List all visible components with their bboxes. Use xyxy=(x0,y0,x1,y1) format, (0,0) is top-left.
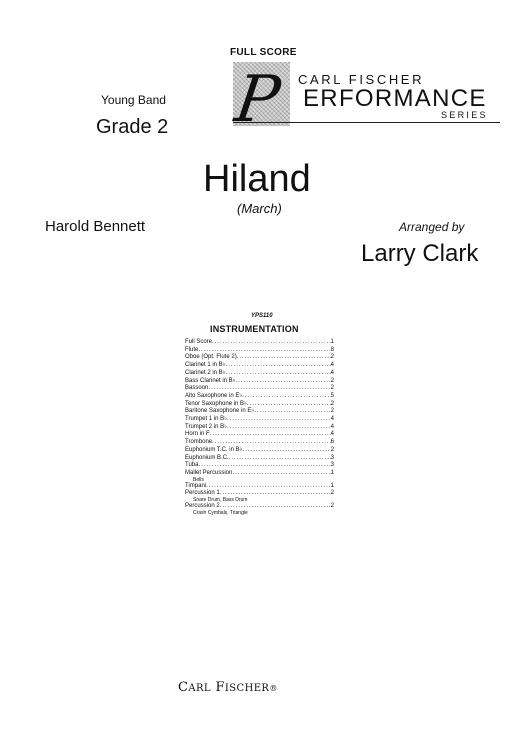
instrument-item xyxy=(185,370,334,378)
instrument-name: Baritone Saxophone in E♭ xyxy=(185,408,255,415)
instrument-row xyxy=(185,455,334,463)
instrument-count: 1 xyxy=(330,339,334,345)
instrument-name: Horn in F xyxy=(185,431,210,438)
instrument-name: Alto Saxophone in E♭ xyxy=(185,392,243,399)
instrument-row xyxy=(185,370,334,378)
instrument-count: 2 xyxy=(330,377,334,384)
instrument-note: Bells xyxy=(193,476,204,483)
instrument-name: Clarinet 1 in B♭ xyxy=(185,362,226,369)
registered-mark: ® xyxy=(269,684,278,693)
publisher-arl: ARL xyxy=(188,683,211,694)
instrument-item xyxy=(185,470,334,483)
instrument-item xyxy=(185,339,334,347)
instrument-name: Tuba xyxy=(185,462,199,469)
instrument-item xyxy=(185,393,334,401)
instrument-row xyxy=(185,431,334,439)
instrument-name: Full Score xyxy=(185,339,213,345)
dot-leader xyxy=(242,447,330,455)
publisher-f: F xyxy=(215,680,225,695)
instrument-name: Euphonium B.C. xyxy=(185,454,229,461)
dot-leader xyxy=(198,462,330,470)
dot-leader xyxy=(237,354,331,362)
instrument-count: 1 xyxy=(330,482,334,489)
instrument-row xyxy=(185,339,334,347)
composer-name: Harold Bennett xyxy=(45,218,146,235)
piece-title: Hiland xyxy=(203,158,311,200)
instrument-item xyxy=(185,378,334,386)
instrument-name: Mallet Percussion xyxy=(185,469,233,476)
instrument-count: 4 xyxy=(330,431,334,438)
instrument-item xyxy=(185,490,334,503)
instrument-name: Trumpet 1 in B♭ xyxy=(185,416,227,423)
dot-leader xyxy=(227,416,331,424)
instrument-name: Trumpet 2 in B♭ xyxy=(185,423,227,430)
grade-level: Grade 2 xyxy=(96,116,169,138)
instrument-count: 5 xyxy=(330,392,334,399)
dot-leader xyxy=(236,378,331,386)
instrument-name: Oboe (Opt. Flute 2) xyxy=(185,354,237,361)
instrument-name: Trombone xyxy=(185,439,213,446)
instrument-name: Euphonium T.C. in B♭ xyxy=(185,446,243,453)
dot-leader xyxy=(212,439,331,447)
logo-series: SERIES xyxy=(441,110,488,120)
dot-leader xyxy=(212,339,331,347)
piece-subtitle: (March) xyxy=(237,201,282,216)
instrument-count: 2 xyxy=(330,385,334,392)
instrument-row xyxy=(185,347,334,355)
instrument-item xyxy=(185,362,334,370)
instrument-count: 2 xyxy=(330,354,334,361)
logo-performance: ERFORMANCE xyxy=(303,85,487,112)
dot-leader xyxy=(226,362,331,370)
logo-carl-fischer: CARL FISCHER xyxy=(298,72,425,87)
instrument-item xyxy=(185,455,334,463)
dot-leader xyxy=(198,347,330,355)
instrument-count: 3 xyxy=(330,454,334,461)
dot-leader xyxy=(210,431,331,439)
dot-leader xyxy=(247,401,331,409)
band-level: Young Band xyxy=(101,93,166,107)
instrument-row xyxy=(185,378,334,386)
instrument-count: 2 xyxy=(330,503,334,510)
instrument-row xyxy=(185,470,334,478)
instrument-item xyxy=(185,354,334,362)
instrument-name: Percussion 1 xyxy=(185,490,220,497)
instrument-item xyxy=(185,447,334,455)
instrument-row xyxy=(185,483,334,491)
instrument-count: 4 xyxy=(330,369,334,376)
instrument-item xyxy=(185,416,334,424)
instrument-count: 4 xyxy=(330,416,334,423)
instrument-row xyxy=(185,408,334,416)
instrument-count: 3 xyxy=(330,462,334,469)
full-score-label: FULL SCORE xyxy=(230,47,297,58)
instrumentation-list xyxy=(185,339,334,516)
instrument-name: Clarinet 2 in B♭ xyxy=(185,369,226,376)
instrument-row xyxy=(185,447,334,455)
instrument-note: Crash Cymbals, Triangle xyxy=(193,509,248,516)
instrument-item xyxy=(185,424,334,432)
catalog-code: YPS110 xyxy=(251,313,273,319)
instrument-count: 2 xyxy=(330,408,334,415)
dot-leader xyxy=(206,483,331,491)
instrument-row xyxy=(185,393,334,401)
instrument-name: Tenor Saxophone in B♭ xyxy=(185,400,247,407)
instrument-name: Bass Clarinet in B♭ xyxy=(185,377,236,384)
instrument-count: 1 xyxy=(330,469,334,476)
instrument-name: Bassoon xyxy=(185,385,209,392)
dot-leader xyxy=(226,370,331,378)
dot-leader xyxy=(232,470,330,478)
dot-leader xyxy=(229,455,331,463)
instrument-count: 6 xyxy=(330,439,334,446)
dot-leader xyxy=(242,393,330,401)
instrument-item xyxy=(185,462,334,470)
arranger-name: Larry Clark xyxy=(361,240,479,267)
instrument-item xyxy=(185,431,334,439)
instrument-row xyxy=(185,424,334,432)
dot-leader xyxy=(208,385,330,393)
instrument-row xyxy=(185,439,334,447)
instrument-count: 2 xyxy=(330,400,334,407)
instrument-item xyxy=(185,385,334,393)
instrument-row xyxy=(185,354,334,362)
instrument-item xyxy=(185,439,334,447)
instrument-name: Percussion 2 xyxy=(185,503,220,510)
instrument-count: 2 xyxy=(330,446,334,453)
instrument-count: 4 xyxy=(330,362,334,369)
publisher-ischer: ISCHER xyxy=(224,683,270,694)
instrumentation-heading: INSTRUMENTATION xyxy=(210,324,299,334)
instrument-count: 8 xyxy=(330,346,334,353)
instrument-row xyxy=(185,416,334,424)
instrument-name: Timpani xyxy=(185,482,207,489)
instrument-item xyxy=(185,408,334,416)
instrument-count: 4 xyxy=(330,423,334,430)
instrument-item xyxy=(185,483,334,491)
instrument-note: Snare Drum, Bass Drum xyxy=(193,497,248,504)
publisher-logo xyxy=(178,680,278,695)
instrument-row xyxy=(185,462,334,470)
dot-leader xyxy=(227,424,331,432)
dot-leader xyxy=(254,408,330,416)
instrument-name: Flute xyxy=(185,346,199,353)
instrument-item xyxy=(185,503,334,516)
instrument-count: 2 xyxy=(330,490,334,497)
publisher-c: C xyxy=(178,680,189,695)
arranged-by-label: Arranged by xyxy=(399,220,465,234)
instrument-row xyxy=(185,362,334,370)
instrument-item xyxy=(185,347,334,355)
logo-initial: P xyxy=(230,63,285,137)
instrument-row xyxy=(185,385,334,393)
